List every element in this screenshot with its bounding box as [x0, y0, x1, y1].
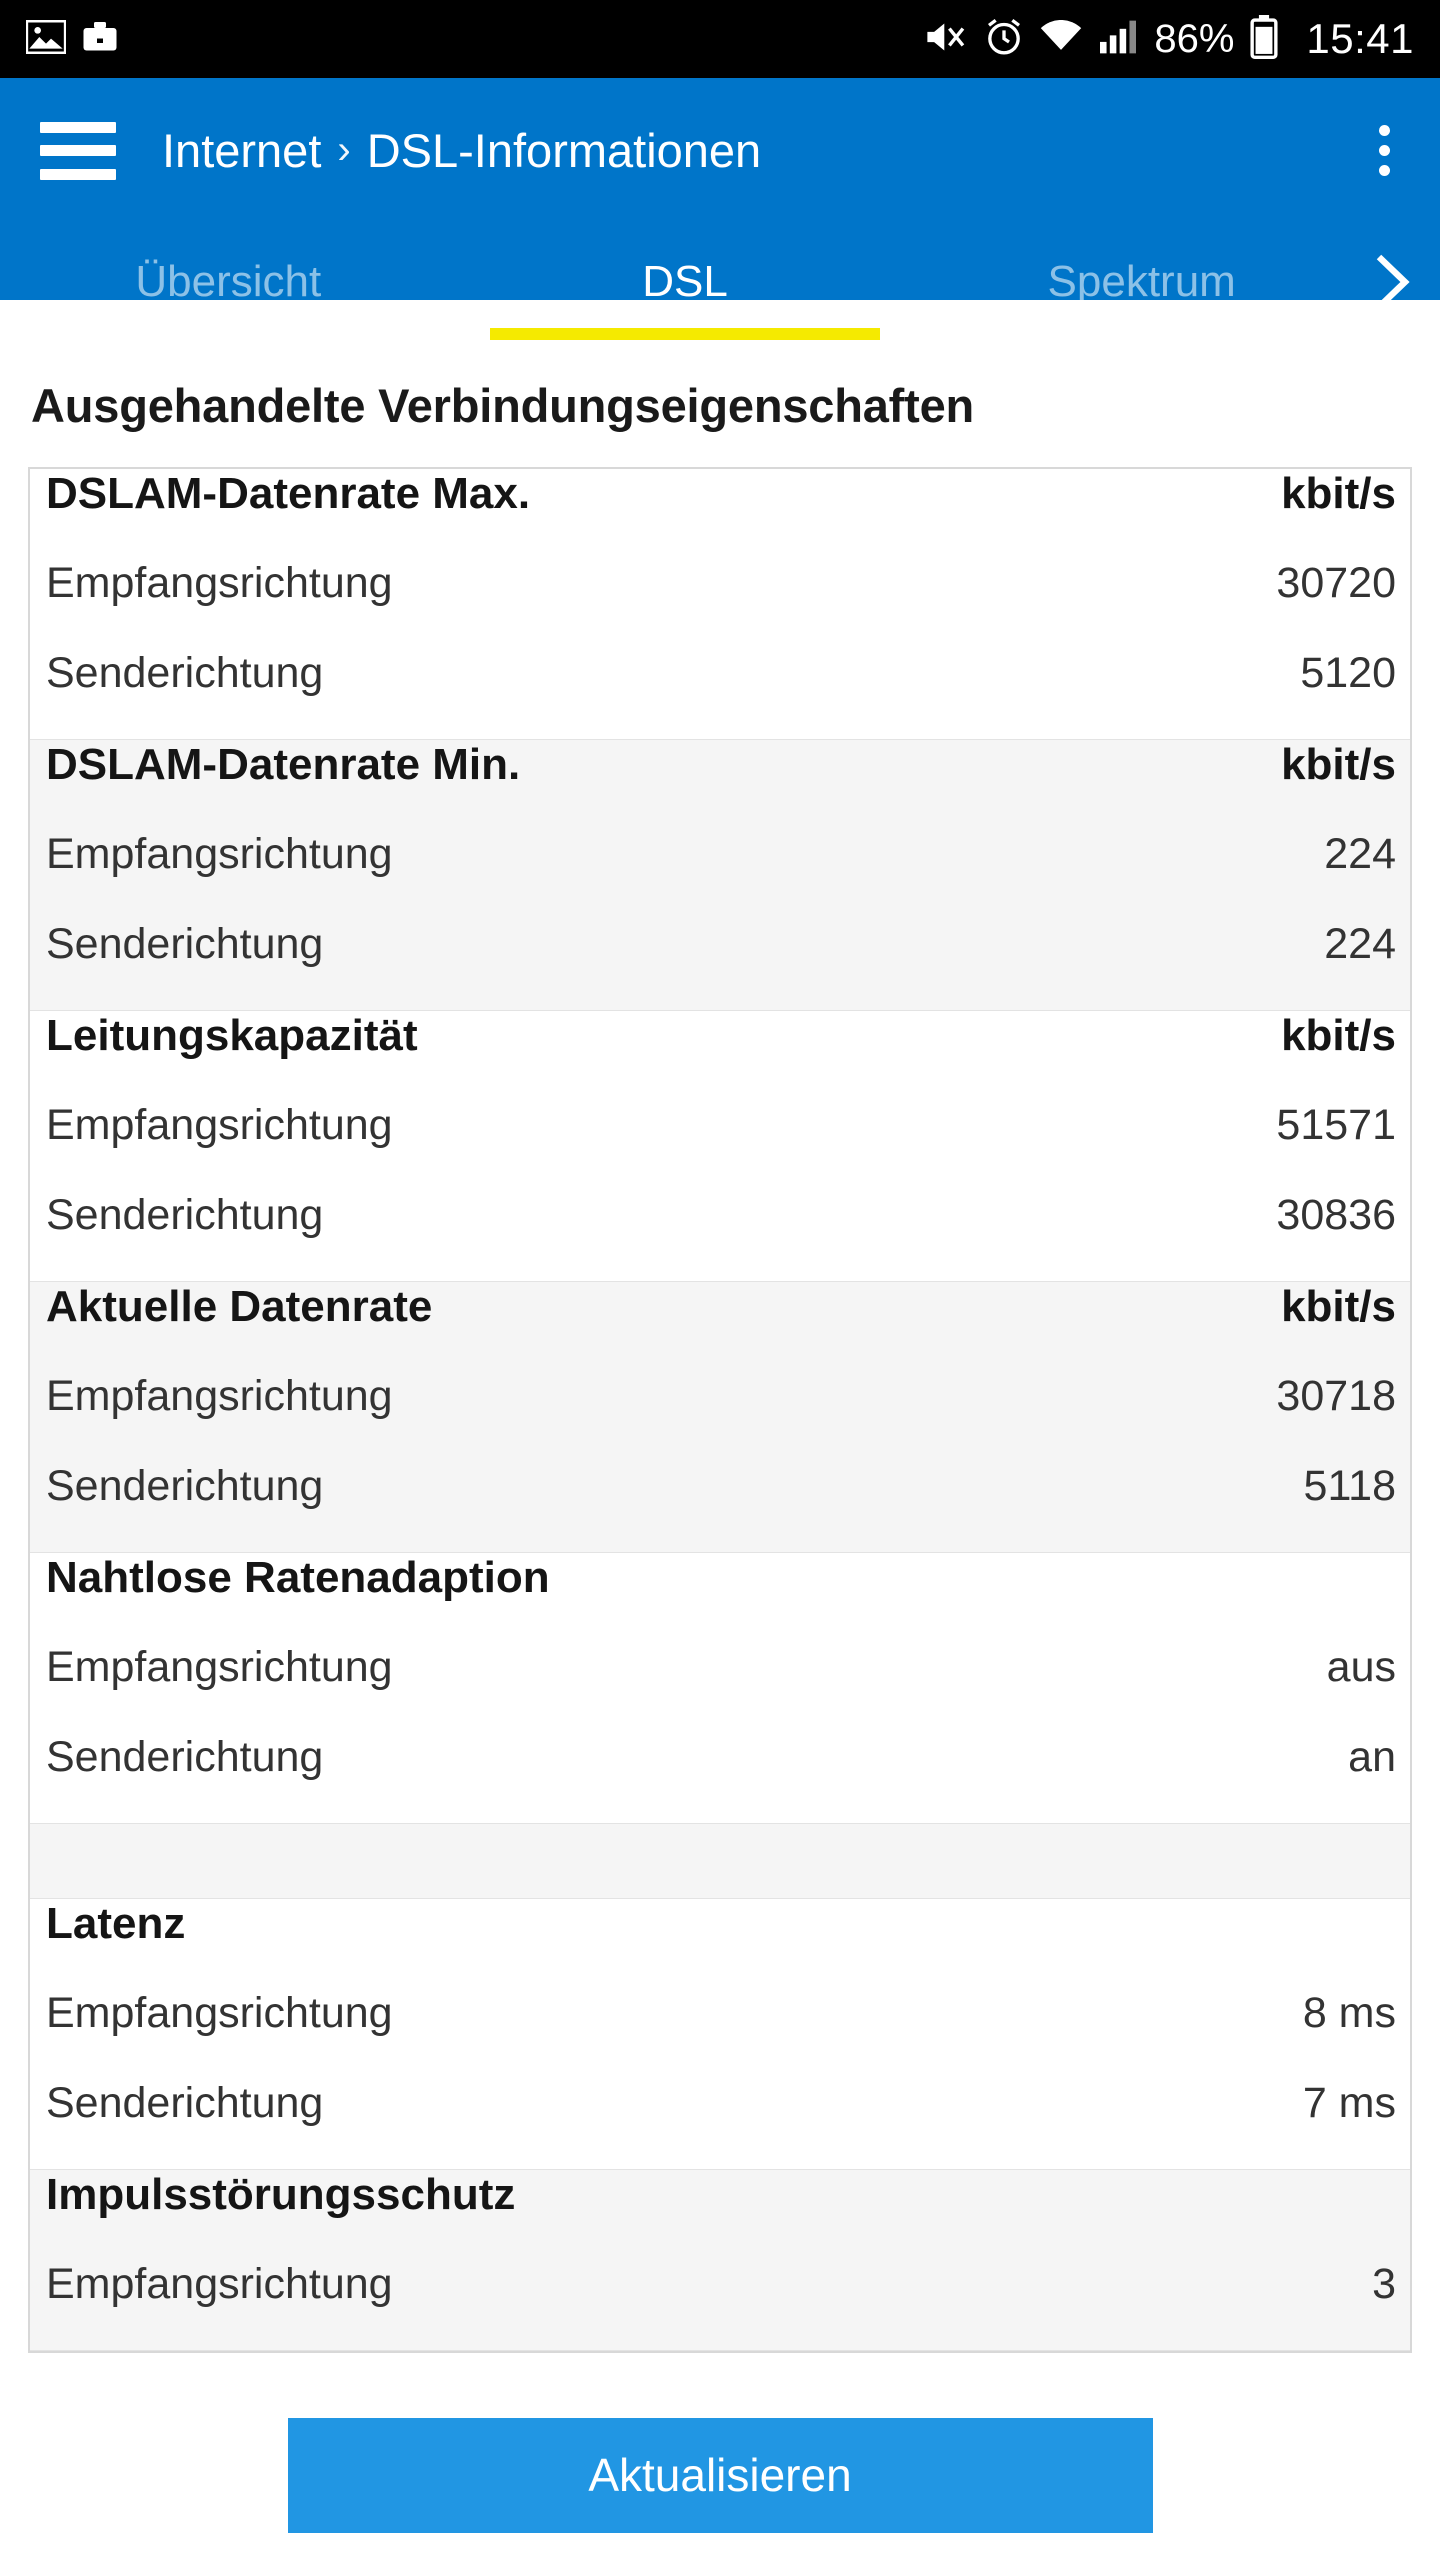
table-row: [30, 1643, 1410, 1733]
row-value: 30720: [1276, 559, 1396, 607]
table-group: [30, 1282, 1410, 1553]
table-row: [30, 1462, 1410, 1552]
row-value: 5118: [1303, 1462, 1396, 1510]
spacer-row: [30, 1824, 1410, 1898]
row-value: an: [1348, 1733, 1396, 1781]
bottom-action-bar: [0, 2390, 1440, 2560]
row-value: kbit/s: [1281, 469, 1396, 518]
row-value: kbit/s: [1281, 1011, 1396, 1060]
row-label: DSLAM-Datenrate Max.: [46, 469, 531, 518]
table-row: [30, 1191, 1410, 1281]
row-label: Empfangsrichtung: [46, 559, 393, 607]
page-title: DSL-Informationen: [366, 124, 762, 177]
row-label: Nahtlose Ratenadaption: [46, 1553, 550, 1602]
row-value: 224: [1324, 830, 1396, 878]
row-label: Senderichtung: [46, 920, 324, 968]
table-group: [30, 1899, 1410, 2170]
row-label: Empfangsrichtung: [46, 1989, 393, 2037]
row-label: Senderichtung: [46, 649, 324, 697]
image-icon: [26, 20, 66, 59]
table-row: [30, 2260, 1410, 2350]
wifi-icon: [1040, 20, 1082, 59]
content-area: [0, 300, 1440, 2560]
row-label: Empfangsrichtung: [46, 830, 393, 878]
table-row: [30, 469, 1410, 559]
row-value: 30836: [1276, 1191, 1396, 1239]
overflow-menu-icon[interactable]: [1380, 125, 1400, 176]
table-row: [30, 1553, 1410, 1643]
table-row: [30, 2079, 1410, 2169]
row-value: 3: [1372, 2260, 1396, 2308]
status-bar-right-icons: [924, 15, 1414, 64]
row-label: Empfangsrichtung: [46, 2260, 393, 2308]
table-group: [30, 2170, 1410, 2351]
table-group: [30, 1553, 1410, 1824]
connection-properties-table: [28, 467, 1412, 2353]
table-group: [30, 1011, 1410, 1282]
chevron-right-icon: ›: [337, 128, 351, 172]
table-group: [30, 469, 1410, 740]
section-title: Ausgehandelte Verbindungseigenschaften: [31, 379, 975, 432]
breadcrumb-root[interactable]: Internet: [162, 124, 322, 177]
battery-icon: [1250, 15, 1278, 64]
table-row: [30, 2170, 1410, 2260]
table-row: [30, 649, 1410, 739]
mute-icon: [924, 18, 968, 61]
clock-time: 15:41: [1306, 15, 1414, 62]
row-value: 8 ms: [1302, 1989, 1396, 2037]
row-value: kbit/s: [1281, 1282, 1396, 1331]
app-bar: [0, 78, 1440, 306]
table-row: [30, 920, 1410, 1010]
briefcase-icon: [82, 20, 118, 59]
tab-dsl[interactable]: DSL: [457, 223, 914, 340]
table-row: [30, 559, 1410, 649]
row-value: 7 ms: [1302, 2079, 1396, 2127]
hamburger-icon[interactable]: [40, 122, 116, 180]
table-row: [30, 1372, 1410, 1462]
row-label: Leitungskapazität: [46, 1011, 418, 1060]
row-value: 5120: [1300, 649, 1396, 697]
table-row: [30, 830, 1410, 920]
battery-percent: 86%: [1154, 16, 1235, 61]
tab-uebersicht[interactable]: Übersicht: [135, 256, 322, 306]
update-button[interactable]: Aktualisieren: [288, 2418, 1153, 2533]
alarm-icon: [984, 17, 1024, 62]
row-value: 30718: [1276, 1372, 1396, 1420]
app-bar-top: [0, 78, 1440, 223]
row-value: aus: [1326, 1643, 1396, 1691]
row-label: Empfangsrichtung: [46, 1372, 393, 1420]
table-group: [30, 740, 1410, 1011]
table-row: [30, 1282, 1410, 1372]
row-value: 224: [1324, 920, 1396, 968]
row-label: Empfangsrichtung: [46, 1101, 393, 1149]
table-row: [30, 1101, 1410, 1191]
table-row: [30, 1899, 1410, 1989]
row-label: Senderichtung: [46, 1191, 324, 1239]
status-bar-left-icons: [26, 20, 118, 59]
table-row: [30, 1011, 1410, 1101]
table-row: [30, 1733, 1410, 1823]
row-value: 51571: [1276, 1101, 1396, 1149]
table-group-spacer: [30, 1824, 1410, 1899]
table-row: [30, 740, 1410, 830]
row-label: Senderichtung: [46, 1733, 324, 1781]
row-label: Latenz: [46, 1899, 186, 1948]
tab-spektrum[interactable]: Spektrum: [1047, 256, 1236, 306]
row-label: Aktuelle Datenrate: [46, 1282, 433, 1331]
row-label: Senderichtung: [46, 1462, 324, 1510]
signal-icon: [1098, 19, 1138, 60]
row-label: DSLAM-Datenrate Min.: [46, 740, 521, 789]
status-bar: [0, 0, 1440, 78]
row-label: Impulsstörungsschutz: [46, 2170, 516, 2219]
breadcrumb: [162, 123, 761, 178]
row-label: Senderichtung: [46, 2079, 324, 2127]
row-label: Empfangsrichtung: [46, 1643, 393, 1691]
row-value: kbit/s: [1281, 740, 1396, 789]
table-row: [30, 1989, 1410, 2079]
